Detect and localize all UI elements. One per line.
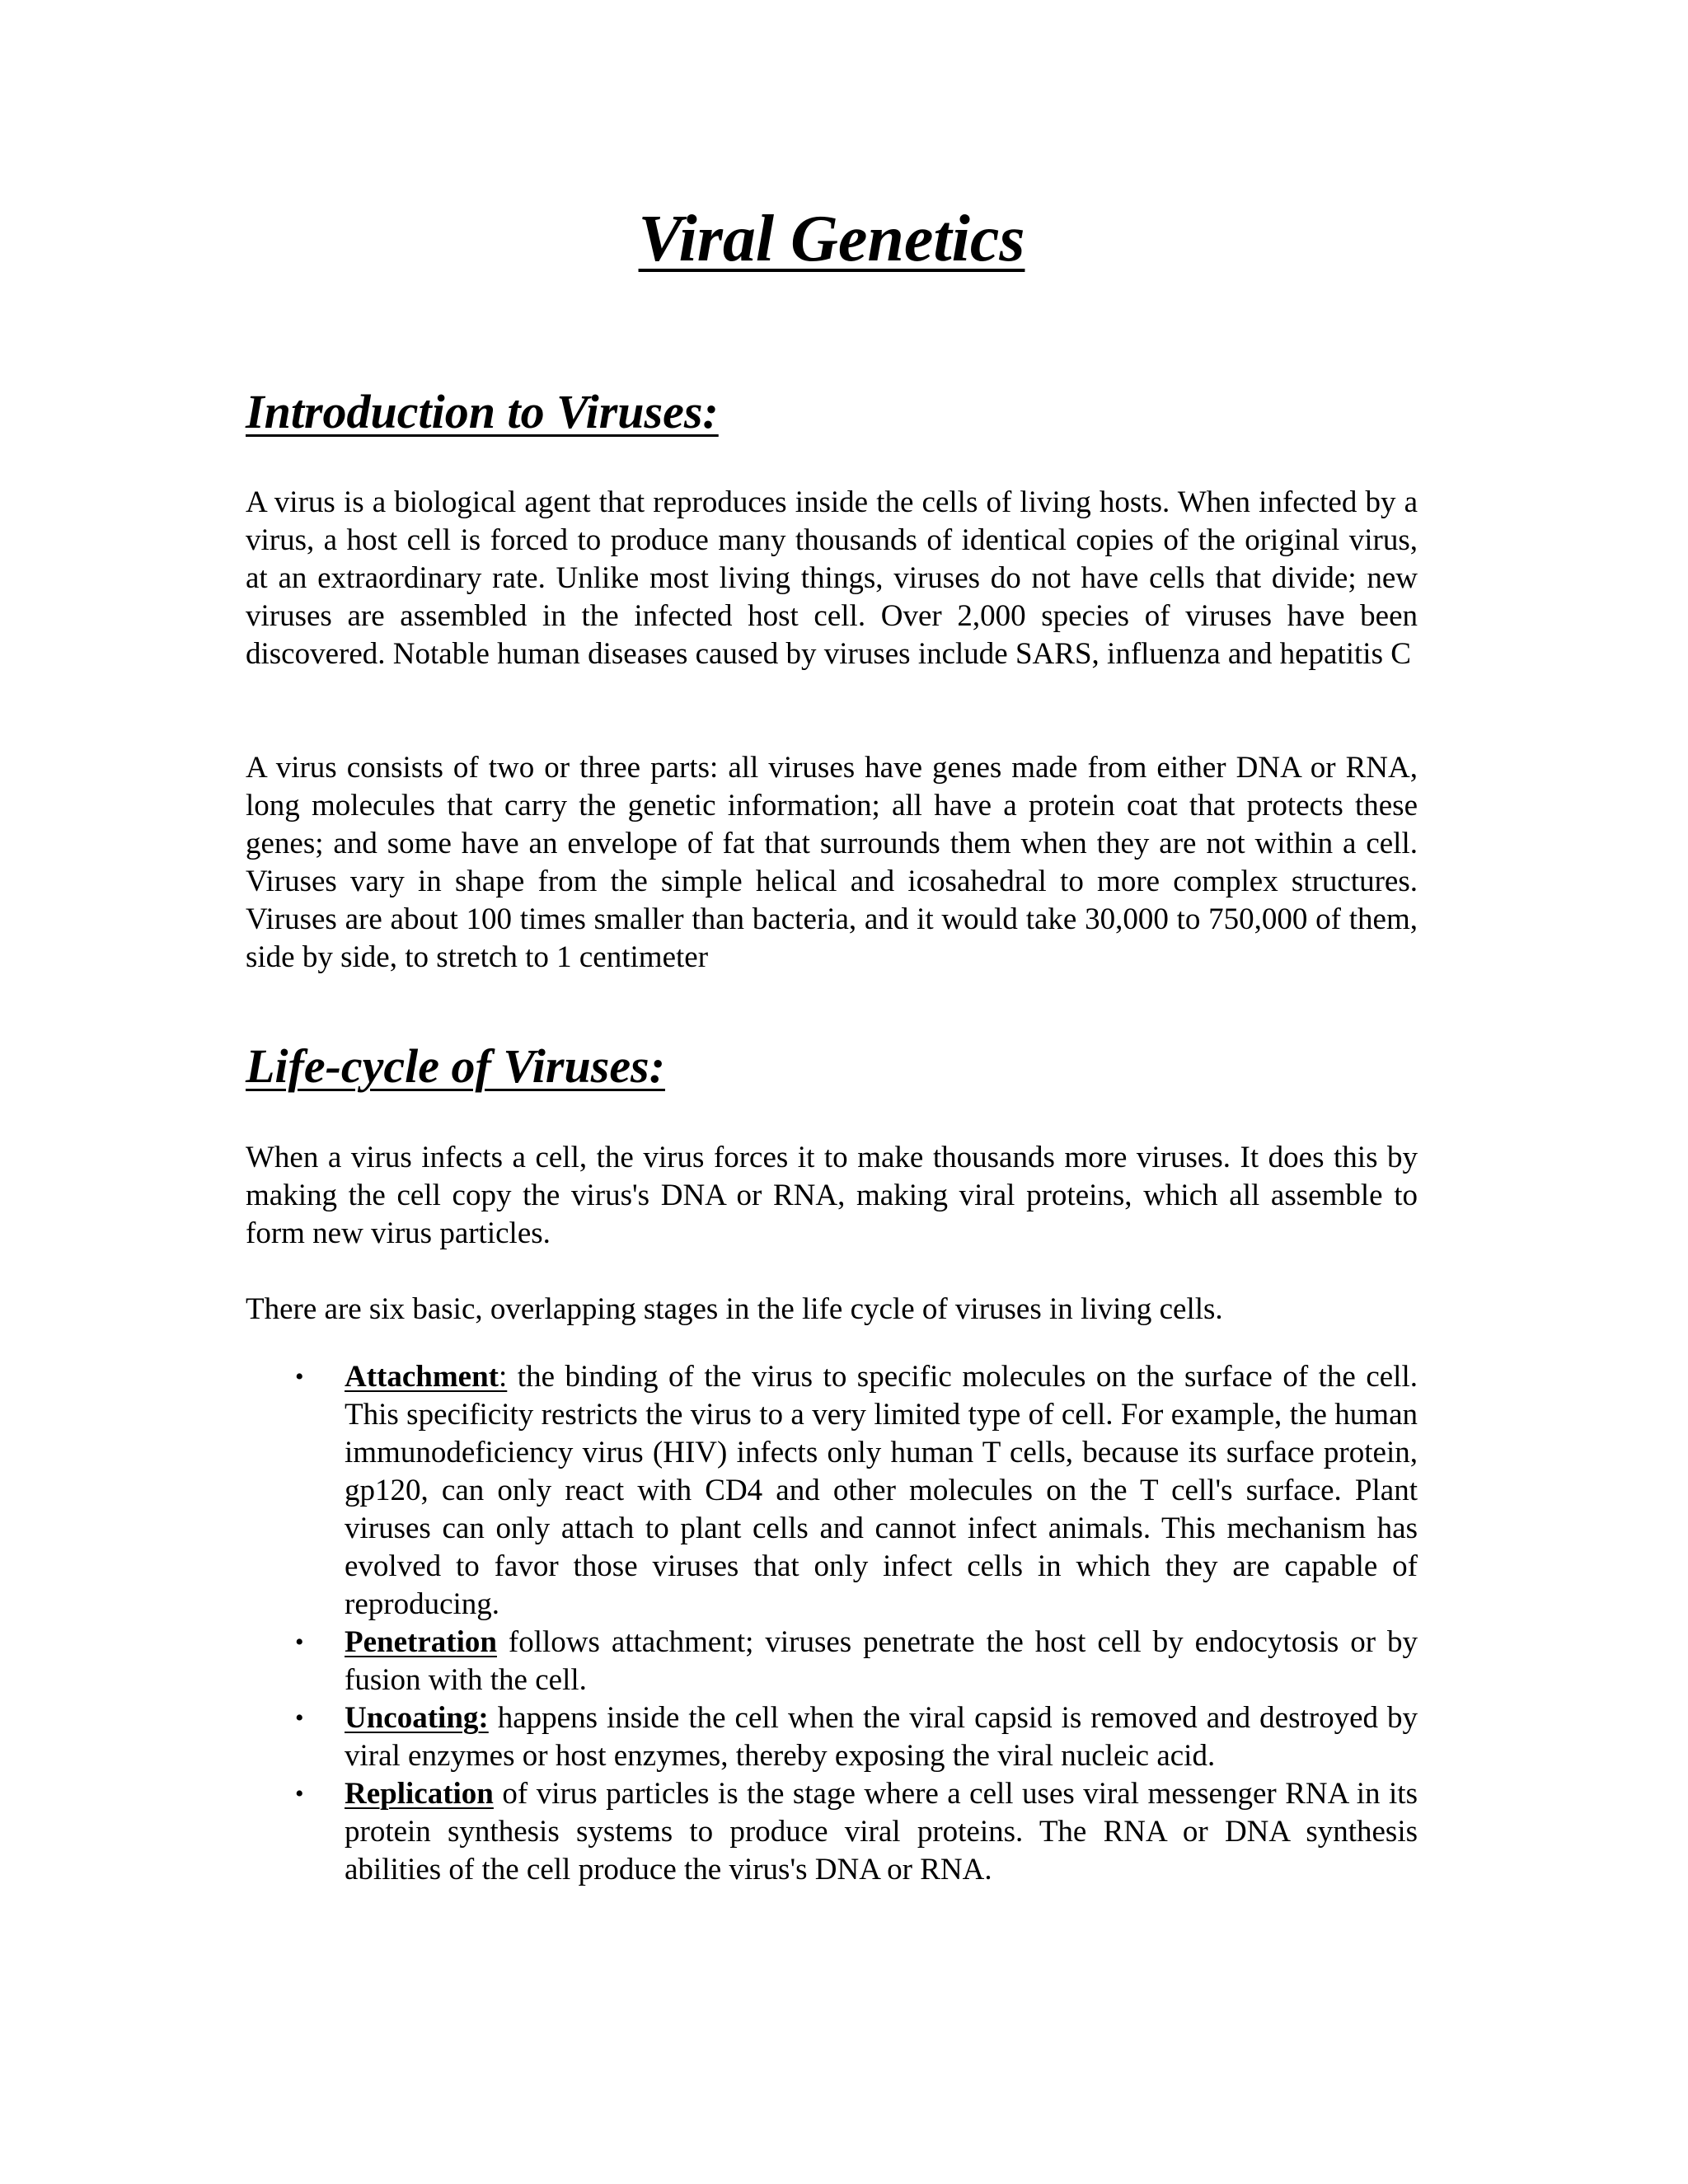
replication-description: of virus particles is the stage where a cell uses viral messenger RNA in its protein synthesis systems to produce viral proteins. The RNA or DNA synthesis abilities of the cell produce the virus's DNA or RNA. <box>345 1777 1418 1886</box>
list-item-penetration <box>246 1624 1418 1699</box>
section-heading-life-cycle: Life-cycle of Viruses: <box>246 1039 665 1093</box>
term-attachment-colon: : <box>499 1360 508 1394</box>
uncoating-description: happens inside the cell when the viral capsid is removed and destroyed by viral enzymes or host enzymes, thereby exposing the viral nucleic acid. <box>345 1701 1418 1773</box>
list-item-uncoating <box>246 1699 1418 1775</box>
bullet-icon: • <box>295 1704 304 1732</box>
term-attachment: Attachment <box>345 1360 499 1394</box>
life-cycle-stages-list <box>246 1358 1418 1889</box>
attachment-description: the binding of the virus to specific molecules on the surface of the cell. This specificity restricts the virus to a very limited type of cell. For example, the human immunodeficiency virus (HIV) infects only human T cells, because its surface protein, gp120, can only react with CD4 and other molecules on the T cell's surface. Plant viruses can only attach to plant cells and cannot infect animals. This mechanism has evolved to favor those viruses that only infect cells in which they are capable of reproducing. <box>345 1360 1418 1621</box>
term-penetration: Penetration <box>345 1625 497 1659</box>
intro-paragraph-1: A virus is a biological agent that reproduces inside the cells of living hosts. When infected by a virus, a host cell is forced to produce many thousands of identical copies of the original virus, at an extraordinary rate. Unlike most living things, viruses do not have cells that divide; new viruses are assembled in the infected host cell. Over 2,000 species of viruses have been discovered. Notable human diseases caused by viruses include SARS, influenza and hepatitis C <box>246 485 1418 671</box>
bullet-icon: • <box>295 1363 304 1390</box>
term-uncoating: Uncoating: <box>345 1701 489 1735</box>
list-item-replication <box>246 1775 1418 1889</box>
penetration-description: follows attachment; viruses penetrate the host cell by endocytosis or by fusion with the cell. <box>345 1625 1418 1697</box>
term-replication: Replication <box>345 1777 494 1811</box>
intro-paragraph-2: A virus consists of two or three parts: all viruses have genes made from either DNA or RNA, long molecules that carry the genetic information; all have a protein coat that protects these genes; and some have an envelope of fat that surrounds them when they are not within a cell. Viruses vary in shape from the simple helical and icosahedral to more complex structures. Viruses are about 100 times smaller than bacteria, and it would take 30,000 to 750,000 of them, side by side, to stretch to 1 centimeter <box>246 751 1418 974</box>
life-cycle-paragraph-2: There are six basic, overlapping stages in the life cycle of viruses in living cells. <box>246 1292 1223 1326</box>
document-title: Viral Genetics <box>638 203 1025 275</box>
bullet-icon: • <box>295 1629 304 1656</box>
life-cycle-paragraph-1: When a virus infects a cell, the virus forces it to make thousands more viruses. It does this by making the cell copy the virus's DNA or RNA, making viral proteins, which all assemble to form new virus particles. <box>246 1141 1418 1250</box>
bullet-icon: • <box>295 1780 304 1807</box>
list-item-attachment <box>246 1358 1418 1624</box>
section-heading-introduction: Introduction to Viruses: <box>246 385 719 438</box>
